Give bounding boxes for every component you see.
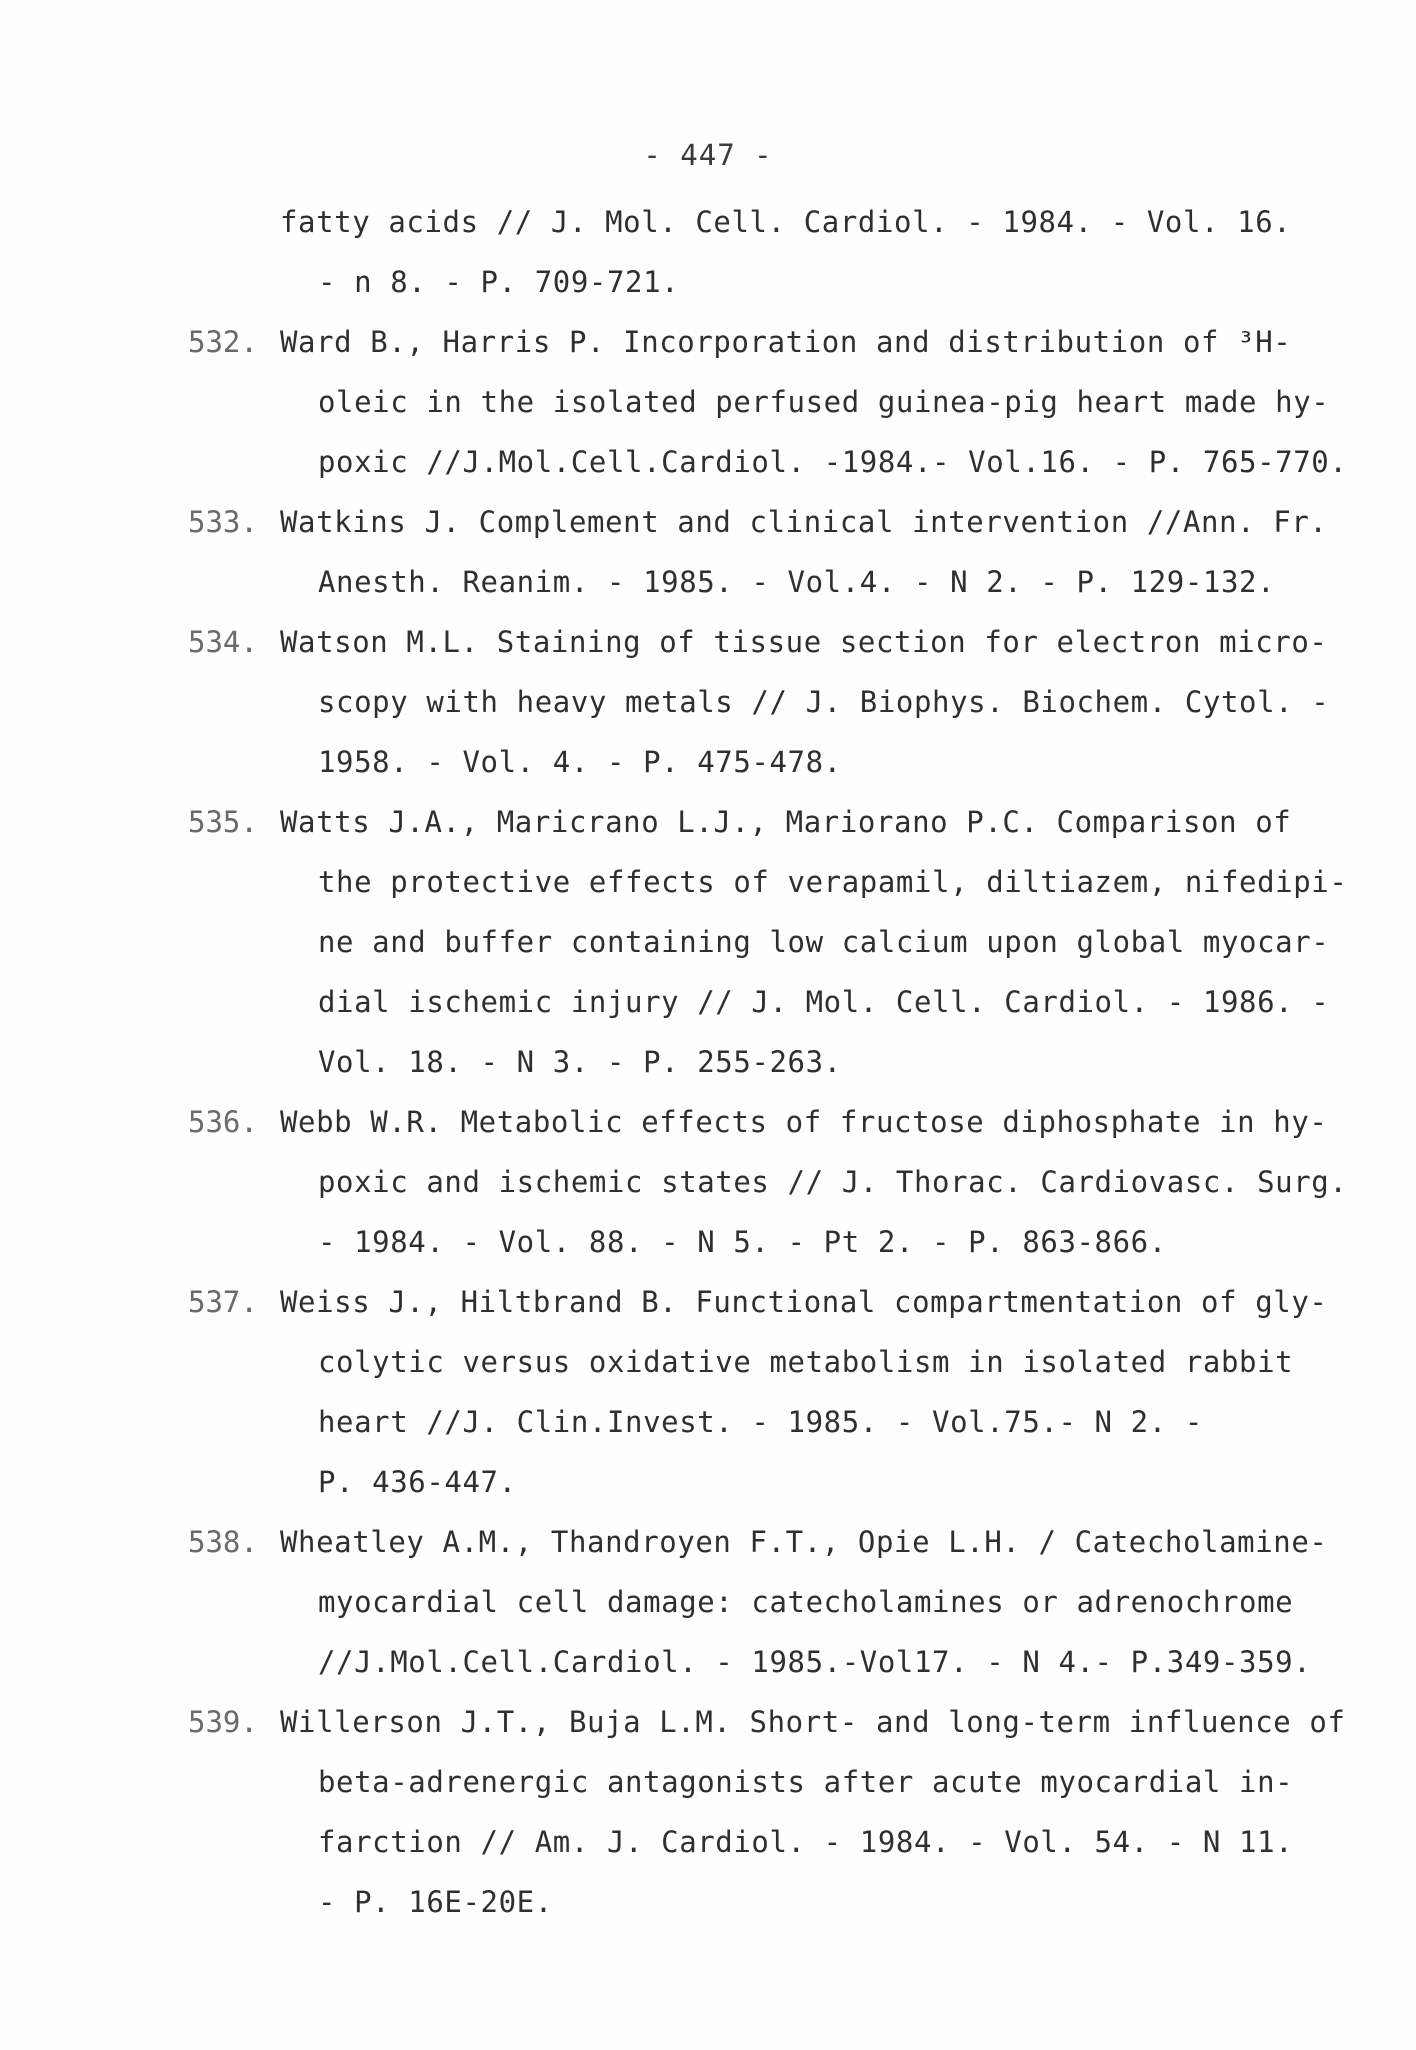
reference-entry: [0, 192, 1416, 312]
reference-line: Ward B., Harris P. Incorporation and distribution of ³H-: [280, 325, 1292, 359]
reference-number: 533.: [188, 505, 258, 539]
reference-line: P. 436-447.: [318, 1465, 517, 1499]
reference-entry: [0, 312, 1416, 492]
reference-line: poxic //J.Mol.Cell.Cardiol. -1984.- Vol.16. - P. 765-770.: [318, 445, 1348, 479]
reference-line: scopy with heavy metals // J. Biophys. Biochem. Cytol. -: [318, 685, 1330, 719]
reference-line: Watson M.L. Staining of tissue section for electron micro-: [280, 625, 1328, 659]
reference-entry: [0, 792, 1416, 1092]
reference-line: Watkins J. Complement and clinical intervention //Ann. Fr.: [280, 505, 1328, 539]
reference-line: Watts J.A., Maricrano L.J., Mariorano P.C. Comparison of: [280, 805, 1292, 839]
reference-line: oleic in the isolated perfused guinea-pig heart made hy-: [318, 385, 1330, 419]
reference-line: - n 8. - P. 709-721.: [318, 265, 680, 299]
reference-number: 536.: [188, 1105, 258, 1139]
reference-entry: [0, 1092, 1416, 1272]
reference-entry: [0, 1512, 1416, 1692]
reference-line: dial ischemic injury // J. Mol. Cell. Cardiol. - 1986. -: [318, 985, 1330, 1019]
reference-line: beta-adrenergic antagonists after acute myocardial in-: [318, 1765, 1294, 1799]
reference-number: 532.: [188, 325, 258, 359]
reference-entry: [0, 1692, 1416, 1932]
reference-line: Weiss J., Hiltbrand B. Functional compartmentation of gly-: [280, 1285, 1328, 1319]
reference-number: 537.: [188, 1285, 258, 1319]
reference-line: heart //J. Clin.Invest. - 1985. - Vol.75.- N 2. -: [318, 1405, 1203, 1439]
reference-line: ne and buffer containing low calcium upon global myocar-: [318, 925, 1330, 959]
reference-line: Webb W.R. Metabolic effects of fructose diphosphate in hy-: [280, 1105, 1328, 1139]
reference-entry: [0, 612, 1416, 792]
reference-entry: [0, 1272, 1416, 1512]
reference-entry: [0, 492, 1416, 612]
reference-line: 1958. - Vol. 4. - P. 475-478.: [318, 745, 842, 779]
reference-line: Willerson J.T., Buja L.M. Short- and long-term influence of: [280, 1705, 1346, 1739]
page-number: - 447 -: [643, 138, 773, 172]
reference-line: - 1984. - Vol. 88. - N 5. - Pt 2. - P. 863-866.: [318, 1225, 1167, 1259]
reference-line: - P. 16E-20E.: [318, 1885, 553, 1919]
reference-line: Wheatley A.M., Thandroyen F.T., Opie L.H. / Catecholamine-: [280, 1525, 1328, 1559]
reference-line: fatty acids // J. Mol. Cell. Cardiol. - 1984. - Vol. 16.: [280, 205, 1292, 239]
reference-line: //J.Mol.Cell.Cardiol. - 1985.-Vol17. - N 4.- P.349-359.: [318, 1645, 1312, 1679]
reference-number: 538.: [188, 1525, 258, 1559]
reference-line: the protective effects of verapamil, diltiazem, nifedipi-: [318, 865, 1348, 899]
reference-line: farction // Am. J. Cardiol. - 1984. - Vol. 54. - N 11.: [318, 1825, 1294, 1859]
reference-line: poxic and ischemic states // J. Thorac. Cardiovasc. Surg.: [318, 1165, 1348, 1199]
reference-number: 539.: [188, 1705, 258, 1739]
reference-number: 534.: [188, 625, 258, 659]
reference-line: Vol. 18. - N 3. - P. 255-263.: [318, 1045, 842, 1079]
reference-line: Anesth. Reanim. - 1985. - Vol.4. - N 2. - P. 129-132.: [318, 565, 1276, 599]
reference-number: 535.: [188, 805, 258, 839]
reference-line: colytic versus oxidative metabolism in isolated rabbit: [318, 1345, 1294, 1379]
reference-list: [0, 192, 1416, 1932]
reference-line: myocardial cell damage: catecholamines or adrenochrome: [318, 1585, 1294, 1619]
